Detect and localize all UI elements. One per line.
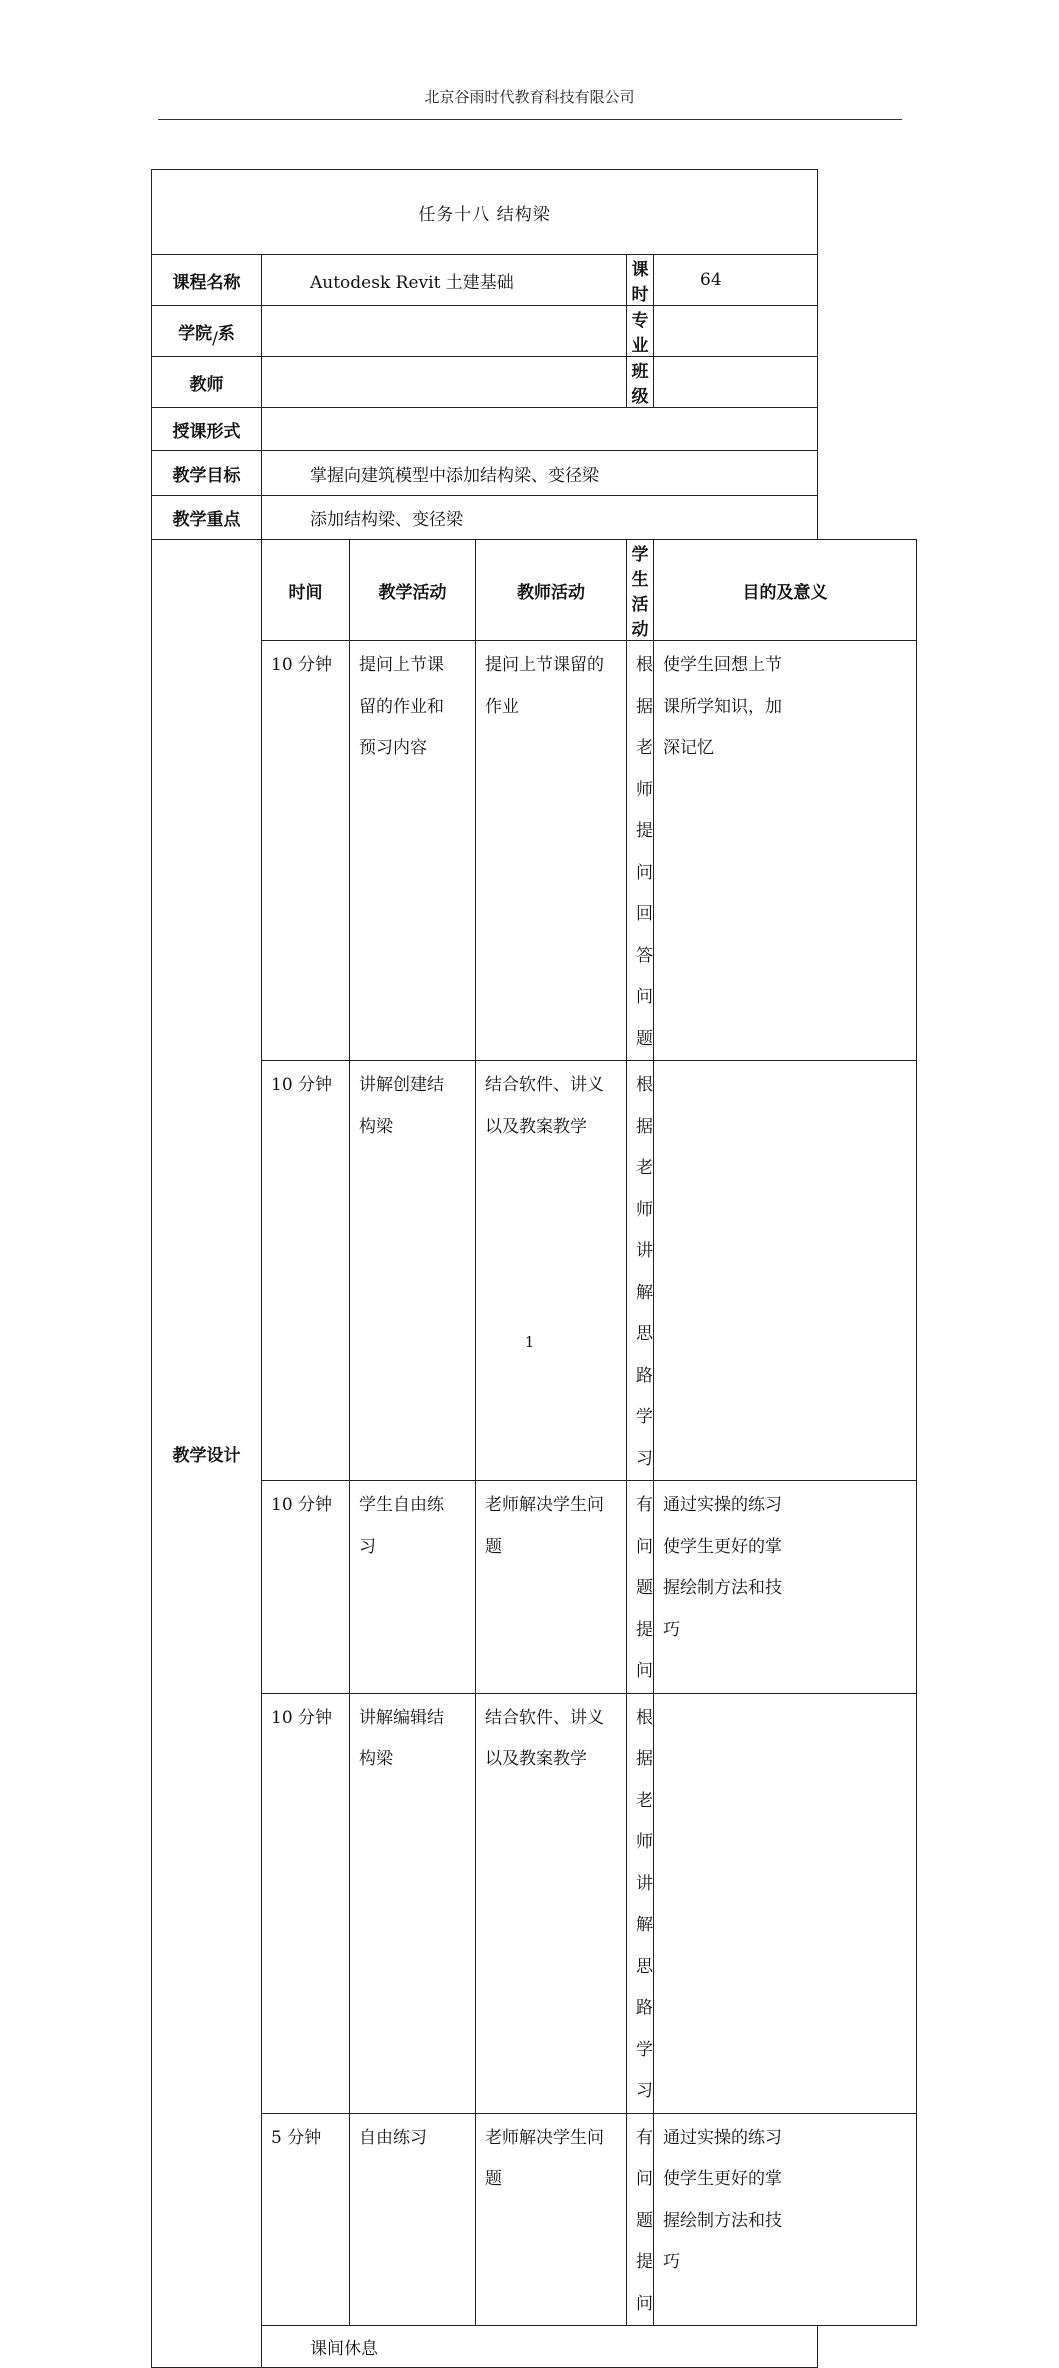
lesson-title: 任务十八 结构梁 <box>152 170 818 255</box>
row-activity <box>350 1693 476 2113</box>
row-student <box>627 1693 654 2113</box>
purpose-line: 握绘制方法和技 <box>663 1578 782 1598</box>
lesson-plan-table <box>151 169 917 2368</box>
student-line: 有问题提问 <box>636 1495 653 1681</box>
row-student <box>627 2113 654 2326</box>
column-header-student: 学生活动 <box>627 540 654 641</box>
row-student <box>627 1061 654 1481</box>
activity-line: 讲解编辑结 <box>359 1707 444 1728</box>
row-teacher <box>476 641 627 1061</box>
purpose-line: 使学生回想上节 <box>663 655 782 675</box>
row-student <box>627 1481 654 1694</box>
row-teacher <box>476 1481 627 1694</box>
purpose-line: 深记忆 <box>663 738 714 758</box>
purpose-line: 课所学知识，加 <box>663 696 782 717</box>
teacher-line: 结合软件、讲义 <box>485 1707 604 1728</box>
purpose-line: 巧 <box>663 2252 680 2272</box>
purpose-line: 通过实操的练习 <box>663 1495 782 1515</box>
teacher-row <box>152 357 917 408</box>
activity-line: 构梁 <box>359 1749 393 1769</box>
college-value <box>262 306 627 357</box>
course-name-value: Autodesk Revit 土建基础 <box>262 255 627 306</box>
row-activity <box>350 1481 476 1694</box>
teacher-value <box>262 357 627 408</box>
college-label-b: 系 <box>217 323 235 344</box>
goal-value: 掌握向建筑模型中添加结构梁、变径梁 <box>262 451 818 496</box>
row-time: 5 分钟 <box>262 2113 350 2326</box>
focus-label: 教学重点 <box>152 496 262 540</box>
design-row-3 <box>152 1481 917 1694</box>
teacher-line: 提问上节课留的 <box>485 655 604 675</box>
row-purpose <box>654 1061 917 1481</box>
teacher-line: 作业 <box>485 696 519 717</box>
row-purpose <box>654 2113 917 2326</box>
row-purpose <box>654 1481 917 1694</box>
class-label: 班级 <box>627 357 654 408</box>
row-time: 10 分钟 <box>262 1481 350 1694</box>
purpose-line: 握绘制方法和技 <box>663 2210 782 2231</box>
page-header-company: 北京谷雨时代教育科技有限公司 <box>424 88 635 106</box>
header-divider <box>158 119 902 120</box>
goal-label: 教学目标 <box>152 451 262 496</box>
focus-row <box>152 496 917 540</box>
row-activity <box>350 641 476 1061</box>
row-purpose <box>654 641 917 1061</box>
student-line: 根据老师讲 <box>636 1707 653 1894</box>
purpose-line: 使学生更好的掌 <box>663 2169 782 2189</box>
format-label: 授课形式 <box>152 408 262 451</box>
student-line: 问回答问题 <box>636 862 653 1049</box>
activity-line: 学生自由练 <box>359 1495 444 1515</box>
student-line: 解思路学习 <box>636 1282 653 1469</box>
major-value <box>654 306 818 357</box>
activity-line: 提问上节课 <box>359 655 444 675</box>
row-teacher <box>476 1693 627 2113</box>
format-row <box>152 408 917 451</box>
teacher-line: 题 <box>485 1536 502 1557</box>
student-line: 解思路学习 <box>636 1915 653 2101</box>
teacher-line: 题 <box>485 2169 502 2189</box>
format-value <box>262 408 818 451</box>
college-label <box>152 306 262 357</box>
hours-label: 课时 <box>627 255 654 306</box>
activity-line: 预习内容 <box>359 738 427 758</box>
activity-line: 习 <box>359 1536 376 1557</box>
column-header-activity: 教学活动 <box>350 540 476 641</box>
college-label-a: 学院 <box>178 323 213 344</box>
row-student <box>627 641 654 1061</box>
row-purpose <box>654 1693 917 2113</box>
break-text: 课间休息 <box>262 2326 818 2368</box>
focus-value: 添加结构梁、变径梁 <box>262 496 818 540</box>
row-time: 10 分钟 <box>262 641 350 1061</box>
title-row <box>152 170 917 255</box>
teacher-line: 老师解决学生问 <box>485 2127 604 2148</box>
college-row <box>152 306 917 357</box>
student-line: 根据老师提 <box>636 655 653 841</box>
student-line: 根据老师讲 <box>636 1075 653 1261</box>
column-header-time: 时间 <box>262 540 350 641</box>
teacher-line: 以及教案教学 <box>485 1749 587 1769</box>
teacher-line: 结合软件、讲义 <box>485 1075 604 1095</box>
column-header-purpose: 目的及意义 <box>654 540 917 641</box>
break-row <box>152 2326 917 2368</box>
row-activity <box>350 2113 476 2326</box>
row-teacher <box>476 2113 627 2326</box>
teacher-line: 老师解决学生问 <box>485 1495 604 1515</box>
row-teacher <box>476 1061 627 1481</box>
row-activity <box>350 1061 476 1481</box>
purpose-line: 通过实操的练习 <box>663 2127 782 2148</box>
purpose-line: 使学生更好的掌 <box>663 1536 782 1557</box>
major-label: 专业 <box>627 306 654 357</box>
college-label-sep: / <box>212 328 218 349</box>
design-row-4 <box>152 1693 917 2113</box>
row-time: 10 分钟 <box>262 1693 350 2113</box>
student-line: 有问题提问 <box>636 2127 653 2314</box>
teacher-label: 教师 <box>152 357 262 408</box>
activity-line: 讲解创建结 <box>359 1075 444 1095</box>
design-row-1 <box>152 641 917 1061</box>
activity-line: 自由练习 <box>359 2127 427 2148</box>
design-header-row <box>152 540 917 641</box>
page-number: 1 <box>524 1333 535 1351</box>
course-name-label: 课程名称 <box>152 255 262 306</box>
purpose-line: 巧 <box>663 1619 680 1640</box>
row-time: 10 分钟 <box>262 1061 350 1481</box>
activity-line: 构梁 <box>359 1116 393 1137</box>
design-row-2 <box>152 1061 917 1481</box>
hours-value: 64 <box>654 255 818 306</box>
column-header-teacher: 教师活动 <box>476 540 627 641</box>
course-row <box>152 255 917 306</box>
design-label: 教学设计 <box>152 540 262 2368</box>
class-value <box>654 357 818 408</box>
activity-line: 留的作业和 <box>359 696 444 717</box>
teacher-line: 以及教案教学 <box>485 1116 587 1137</box>
design-row-5 <box>152 2113 917 2326</box>
goal-row <box>152 451 917 496</box>
